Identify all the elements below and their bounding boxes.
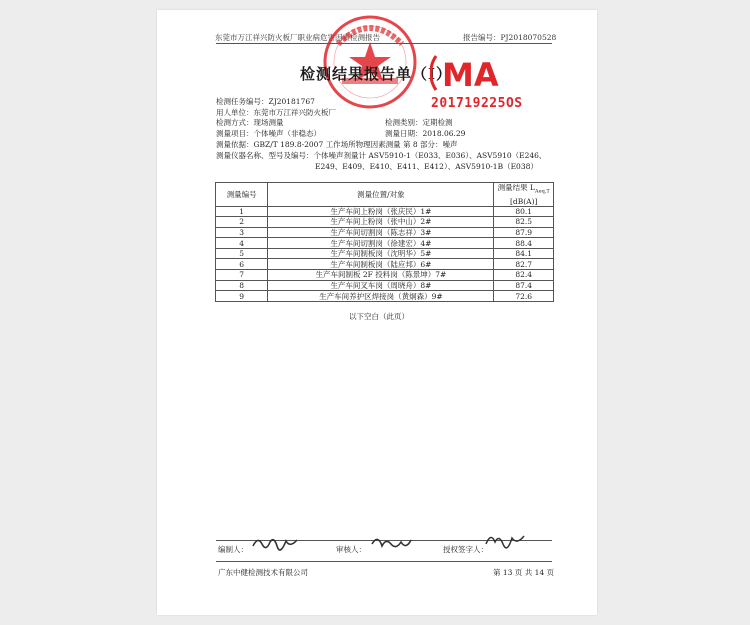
row-number: 7	[216, 270, 268, 281]
approver-signature	[484, 530, 526, 550]
report-header-company: 东莞市万江祥兴防火板厂职业病危害因素检测报告	[215, 33, 380, 42]
row-result: 82.5	[494, 217, 554, 228]
row-result: 87.4	[494, 280, 554, 291]
category-value: 定期检测	[422, 118, 453, 127]
table-header-row	[216, 183, 554, 207]
row-number: 3	[216, 227, 268, 238]
row-result: 80.1	[494, 206, 554, 217]
footer-organization: 广东中健检测技术有限公司	[218, 568, 308, 577]
table-row	[216, 270, 554, 281]
row-position: 生产车间切割岗（陈志祥）3#	[268, 227, 494, 238]
column-header-result	[494, 183, 554, 207]
row-position: 生产车间制板岗（沈明华）5#	[268, 248, 494, 259]
method-label: 检测方式：	[216, 118, 254, 127]
row-result: 82.7	[494, 259, 554, 270]
date-field	[385, 128, 465, 139]
table-row	[216, 280, 554, 291]
reviewer-signature	[369, 532, 414, 554]
cma-certification-mark	[430, 52, 510, 94]
row-result: 87.9	[494, 227, 554, 238]
results-table	[215, 182, 554, 302]
date-value: 2018.06.29	[422, 129, 466, 138]
row-position: 生产车间叉车岗（周晓舟）8#	[268, 280, 494, 291]
instrument-value-line2: E249、E409、E410、E411、E412）、ASV5910-1B（E038）	[315, 162, 538, 171]
column-header-position: 测量位置/对象	[268, 183, 494, 207]
employer-value: 东莞市万江祥兴防火板厂	[253, 108, 336, 117]
report-number-value: PJ2018070528	[500, 33, 557, 42]
instrument-value-line1: 个体噪声剂量计 ASV5910-1（E033、E036）、ASV5910（E246、	[313, 151, 547, 160]
employer-label: 用人单位：	[216, 108, 254, 117]
method-value: 现场测量	[253, 118, 284, 127]
item-field	[216, 128, 321, 139]
cma-certificate-number: 201719225OS	[431, 96, 523, 111]
company-seal-stamp	[320, 12, 420, 112]
row-position: 生产车间上粉岗（张庆民）1#	[268, 206, 494, 217]
result-header-unit: [dB(A)]	[509, 196, 538, 206]
basis-field	[216, 139, 458, 150]
row-position: 生产车间制板 2F 投料岗（陈景坤）7#	[268, 270, 494, 281]
row-number: 4	[216, 238, 268, 249]
blank-below-note: 以下空白（此页）	[349, 312, 409, 321]
row-position: 生产车间切割岗（徐建宏）4#	[268, 238, 494, 249]
report-number	[463, 32, 556, 43]
footer-divider	[216, 561, 552, 562]
row-position: 生产车间养护区焊接岗（黄炯森）9#	[268, 291, 494, 302]
instrument-label: 测量仪器名称、型号及编号：	[216, 151, 314, 160]
basis-label: 测量依据：	[216, 140, 254, 149]
task-number-field	[216, 96, 315, 107]
report-number-label: 报告编号：	[463, 33, 501, 42]
table-row	[216, 227, 554, 238]
author-label: 编制人：	[218, 545, 248, 554]
table-row	[216, 238, 554, 249]
row-result: 82.4	[494, 270, 554, 281]
cma-mark-text: MA	[442, 56, 499, 94]
table-row	[216, 206, 554, 217]
table-row	[216, 259, 554, 270]
row-number: 8	[216, 280, 268, 291]
row-result: 72.6	[494, 291, 554, 302]
table-row	[216, 217, 554, 228]
date-label: 测量日期：	[385, 129, 423, 138]
category-field	[385, 117, 453, 128]
category-label: 检测类别：	[385, 118, 423, 127]
task-number-label: 检测任务编号：	[216, 97, 269, 106]
approver-label: 授权签字人：	[443, 545, 488, 554]
instrument-field	[216, 150, 546, 161]
row-number: 5	[216, 248, 268, 259]
reviewer-label: 审核人：	[336, 545, 366, 554]
author-signature	[250, 532, 300, 554]
report-title: 检测结果报告单（Ⅰ）	[300, 65, 453, 83]
row-number: 1	[216, 206, 268, 217]
table-row	[216, 291, 554, 302]
result-header-subscript: Aeq,T	[535, 188, 550, 195]
method-field	[216, 117, 284, 128]
task-number-value: ZJ20181767	[268, 97, 315, 106]
row-number: 6	[216, 259, 268, 270]
item-label: 测量项目：	[216, 129, 254, 138]
row-result: 88.4	[494, 238, 554, 249]
row-position: 生产车间制板岗（陆应邦）6#	[268, 259, 494, 270]
page-number: 第 13 页 共 14 页	[493, 568, 555, 577]
result-header-label: 测量结果 L	[497, 183, 536, 192]
row-result: 84.1	[494, 248, 554, 259]
table-row	[216, 248, 554, 259]
column-header-number: 测量编号	[216, 183, 268, 207]
row-number: 9	[216, 291, 268, 302]
basis-value: GBZ/T 189.8-2007 工作场所物理因素测量 第 8 部分：噪声	[253, 140, 458, 149]
row-position: 生产车间上粉岗（张中山）2#	[268, 217, 494, 228]
item-value: 个体噪声（非稳态）	[253, 129, 321, 138]
row-number: 2	[216, 217, 268, 228]
